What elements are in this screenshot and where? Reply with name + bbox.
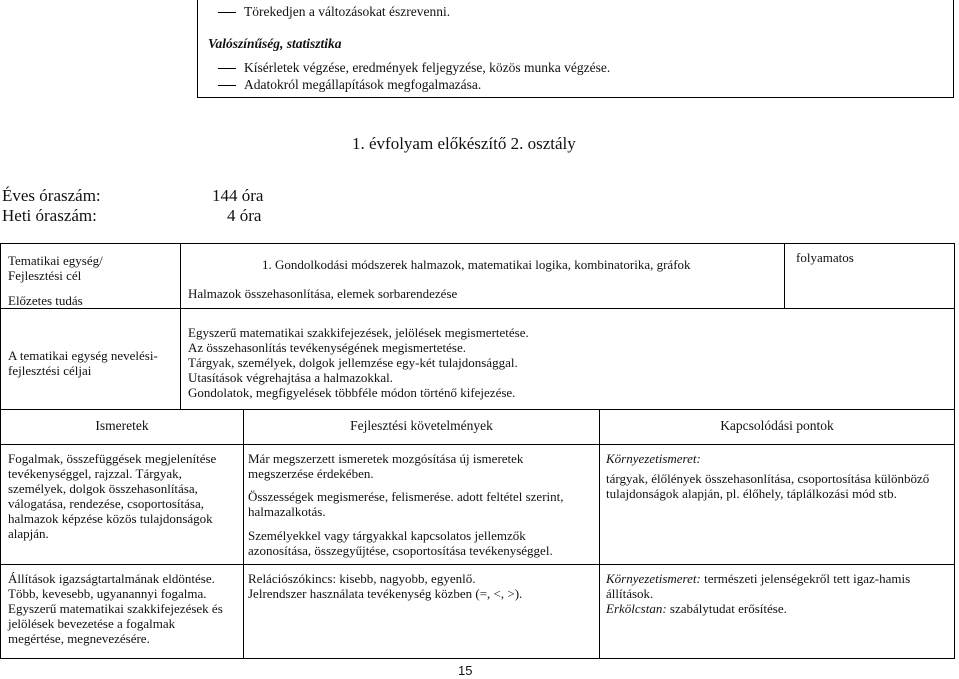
unit-title: 1. Gondolkodási módszerek halmazok, matematikai logika, kombinatorika, gráfok (262, 257, 691, 272)
row1-knowledge-line: tevékenységgel, rajzzal. Tárgyak, (8, 466, 182, 481)
bullet-item: Törekedjen a változásokat észrevenni. (218, 4, 450, 20)
prior-knowledge-text: Halmazok összehasonlítása, elemek sorbarendezése (188, 286, 458, 301)
row1-knowledge-line: alapján. (8, 526, 49, 541)
bullet-item: Adatokról megállapítások megfogalmazása. (218, 77, 481, 93)
unit-label-2: Fejlesztési cél (8, 268, 82, 283)
header-links: Kapcsolódási pontok (720, 418, 834, 433)
header-knowledge: Ismeretek (95, 418, 149, 433)
row1-links-line: tárgyak, élőlények összehasonlítása, csoportosítása különböző (606, 471, 930, 486)
goal-item: Egyszerű matematikai szakkifejezések, jelölések megismertetése. (188, 325, 529, 340)
annual-hours-label: Éves óraszám: (2, 186, 101, 205)
row2-links-line: Erkölcstan: szabálytudat erősítése. (606, 601, 787, 616)
goal-item: Gondolatok, megfigyelések többféle módon történő kifejezése. (188, 385, 516, 400)
row2-knowledge-line: Egyszerű matematikai szakkifejezések és (8, 601, 223, 616)
page-number: 15 (458, 663, 473, 678)
row1-requirement-line: halmazalkotás. (248, 504, 326, 519)
grade-title: 1. évfolyam előkészítő 2. osztály (352, 134, 576, 153)
bullet-item: Kísérletek végzése, eredmények feljegyzése, közös munka végzése. (218, 60, 610, 76)
row2-requirement-line: Jelrendszer használata tevékenység közben (=, <, >). (248, 586, 523, 601)
row2-knowledge-line: jelölések bevezetése a fogalmak (8, 616, 176, 631)
row1-knowledge-line: személyek, dolgok összehasonlítása, (8, 481, 198, 496)
row1-requirement-line: azonosítása, összegyűjtése, csoportosítása tevékenységgel. (248, 543, 553, 558)
row1-knowledge-line: válogatása, rendezése, csoportosítása, (8, 496, 205, 511)
row1-requirement-line: Összességek megismerése, felismerése. adott feltétel szerint, (248, 489, 564, 504)
row1-requirement-line: Személyekkel vagy tárgyakkal kapcsolatos jellemzők (248, 528, 526, 543)
topic-title: Valószínűség, statisztika (208, 36, 342, 51)
unit-label-1: Tematikai egység/ (8, 253, 103, 268)
weekly-hours-label: Heti óraszám: (2, 206, 97, 225)
row1-links-subject: Környezetismeret: (606, 451, 701, 466)
continuous-label: folyamatos (796, 250, 854, 265)
prior-knowledge-label: Előzetes tudás (8, 293, 83, 308)
row1-knowledge-line: halmazok képzése közös tulajdonságok (8, 511, 213, 526)
row2-knowledge-line: Több, kevesebb, ugyanannyi fogalma. (8, 586, 207, 601)
goals-label-2: fejlesztési céljai (8, 363, 92, 378)
row2-requirement-line: Relációszókincs: kisebb, nagyobb, egyenlő. (248, 571, 476, 586)
row2-links-line: állítások. (606, 586, 654, 601)
header-requirements: Fejlesztési követelmények (350, 418, 493, 433)
goal-item: Az összehasonlítás tevékenységének megismertetése. (188, 340, 466, 355)
row1-knowledge-line: Fogalmak, összefüggések megjelenítése (8, 451, 217, 466)
row1-requirement-line: megszerzése érdekében. (248, 466, 374, 481)
weekly-hours-value: 4 óra (227, 206, 262, 225)
row1-requirement-line: Már megszerzett ismeretek mozgósítása új ismeretek (248, 451, 524, 466)
row2-knowledge-line: megértése, megnevezésére. (8, 631, 150, 646)
goals-label-1: A tematikai egység nevelési- (8, 348, 158, 363)
row2-links-line: Környezetismeret: természeti jelenségekről tett igaz-hamis (606, 571, 911, 586)
row1-links-line: tulajdonságok alapján, pl. élőhely, táplálkozási mód stb. (606, 486, 897, 501)
goal-item: Tárgyak, személyek, dolgok jellemzése egy-két tulajdonsággal. (188, 355, 518, 370)
goal-item: Utasítások végrehajtása a halmazokkal. (188, 370, 394, 385)
annual-hours-value: 144 óra (212, 186, 264, 205)
row2-knowledge-line: Állítások igazságtartalmának eldöntése. (8, 571, 215, 586)
